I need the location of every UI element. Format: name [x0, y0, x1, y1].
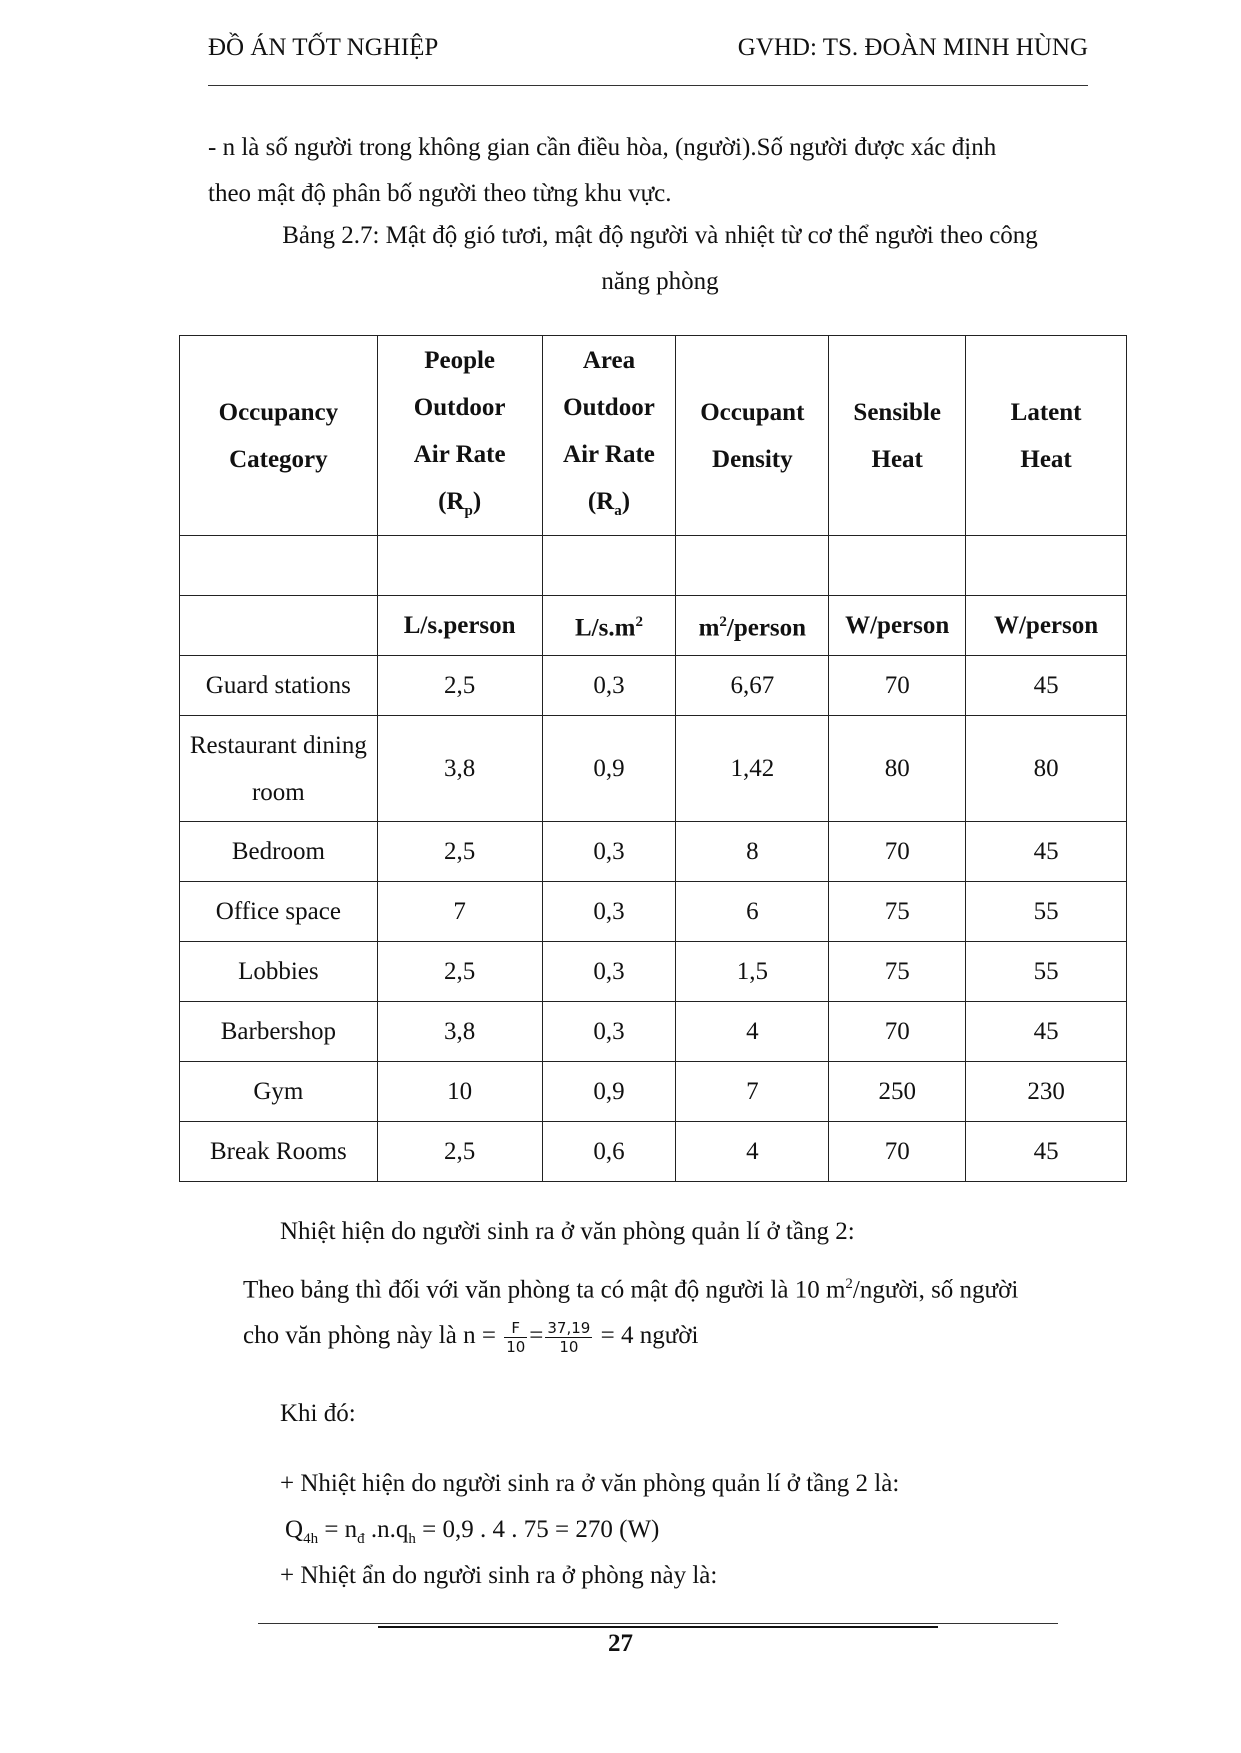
body-para-sensible-heat: + Nhiệt hiện do người sinh ra ở văn phòng quản lí ở tầng 2 là: — [280, 1470, 900, 1497]
header-rule — [208, 85, 1088, 86]
header-sensible-heat: Sensible Heat — [829, 336, 966, 536]
body-formula-q4h: $Q_{4h} = n_đ$ $.n.q_h = 0,9$ . 4 . 75 = 270 (W) — [285, 1516, 660, 1547]
table-row: Barbershop 3,8 0,3 4 70 45 — [180, 1002, 1127, 1062]
header-area-outdoor-air-rate: Area Outdoor Air Rate $(R_a)$ — [542, 336, 676, 536]
header-title: ĐỒ ÁN TỐT NGHIỆP — [208, 34, 439, 61]
table-header-row — [180, 336, 1127, 536]
fraction-area-over-10: $\frac{37,19}{10}$ — [547, 1318, 591, 1356]
body-para-2: Theo bảng thì đối với văn phòng ta có mật độ người là 10 $m^2$/người, số người — [243, 1276, 1019, 1304]
unit-latent: W/person — [966, 596, 1127, 656]
page-header — [208, 34, 1088, 74]
unit-density: $m^2$/person — [676, 596, 829, 656]
page-number: 27 — [608, 1630, 633, 1657]
footer-rule-bold — [378, 1626, 938, 1628]
table-row: Restaurant dining room 3,8 0,9 1,42 80 80 — [180, 716, 1127, 822]
intro-line-1: - n là số người trong không gian cần điều hòa, (người).Số người được xác định — [208, 134, 997, 161]
body-para-1: Nhiệt hiện do người sinh ra ở văn phòng quản lí ở tầng 2: — [280, 1218, 855, 1245]
table-row: Office space 7 0,3 6 75 55 — [180, 882, 1127, 942]
table-units-row — [180, 596, 1127, 656]
table-row: Gym 10 0,9 7 250 230 — [180, 1062, 1127, 1122]
header-supervisor: GVHD: TS. ĐOÀN MINH HÙNG — [737, 34, 1088, 61]
body-para-khi-do: Khi đó: — [280, 1400, 356, 1427]
unit-rp: L/s.person — [377, 596, 542, 656]
table-row: Break Rooms 2,5 0,6 4 70 45 — [180, 1122, 1127, 1182]
body-formula-n: cho văn phòng này là n = $\frac{F}{10}$ = $\frac{37,19}{10}$ = 4 người — [243, 1318, 699, 1356]
header-occupant-density: Occupant Density — [676, 336, 829, 536]
table-empty-row — [180, 536, 1127, 596]
header-latent-heat: Latent Heat — [966, 336, 1127, 536]
intro-line-2: theo mật độ phân bố người theo từng khu vực. — [208, 180, 672, 207]
table-row: Lobbies 2,5 0,3 1,5 75 55 — [180, 942, 1127, 1002]
footer-rule — [258, 1623, 1058, 1624]
table-row: Guard stations 2,5 0,3 6,67 70 45 — [180, 656, 1127, 716]
header-people-outdoor-air-rate: People Outdoor Air Rate $(R_p)$ — [377, 336, 542, 536]
unit-ra: $L/s.m^2$ — [542, 596, 676, 656]
header-occupancy-category: Occupancy Category — [180, 336, 378, 536]
table-caption-line-1: Bảng 2.7: Mật độ gió tươi, mật độ người và nhiệt từ cơ thể người theo công — [282, 222, 1038, 249]
occupancy-table — [179, 335, 1127, 1182]
unit-sensible: W/person — [829, 596, 966, 656]
table-row: Bedroom 2,5 0,3 8 70 45 — [180, 822, 1127, 882]
body-para-latent-heat: + Nhiệt ẩn do người sinh ra ở phòng này là: — [280, 1562, 718, 1589]
table-caption-line-2: năng phòng — [601, 268, 719, 295]
fraction-f-over-10: $\frac{F}{10}$ — [506, 1318, 526, 1356]
